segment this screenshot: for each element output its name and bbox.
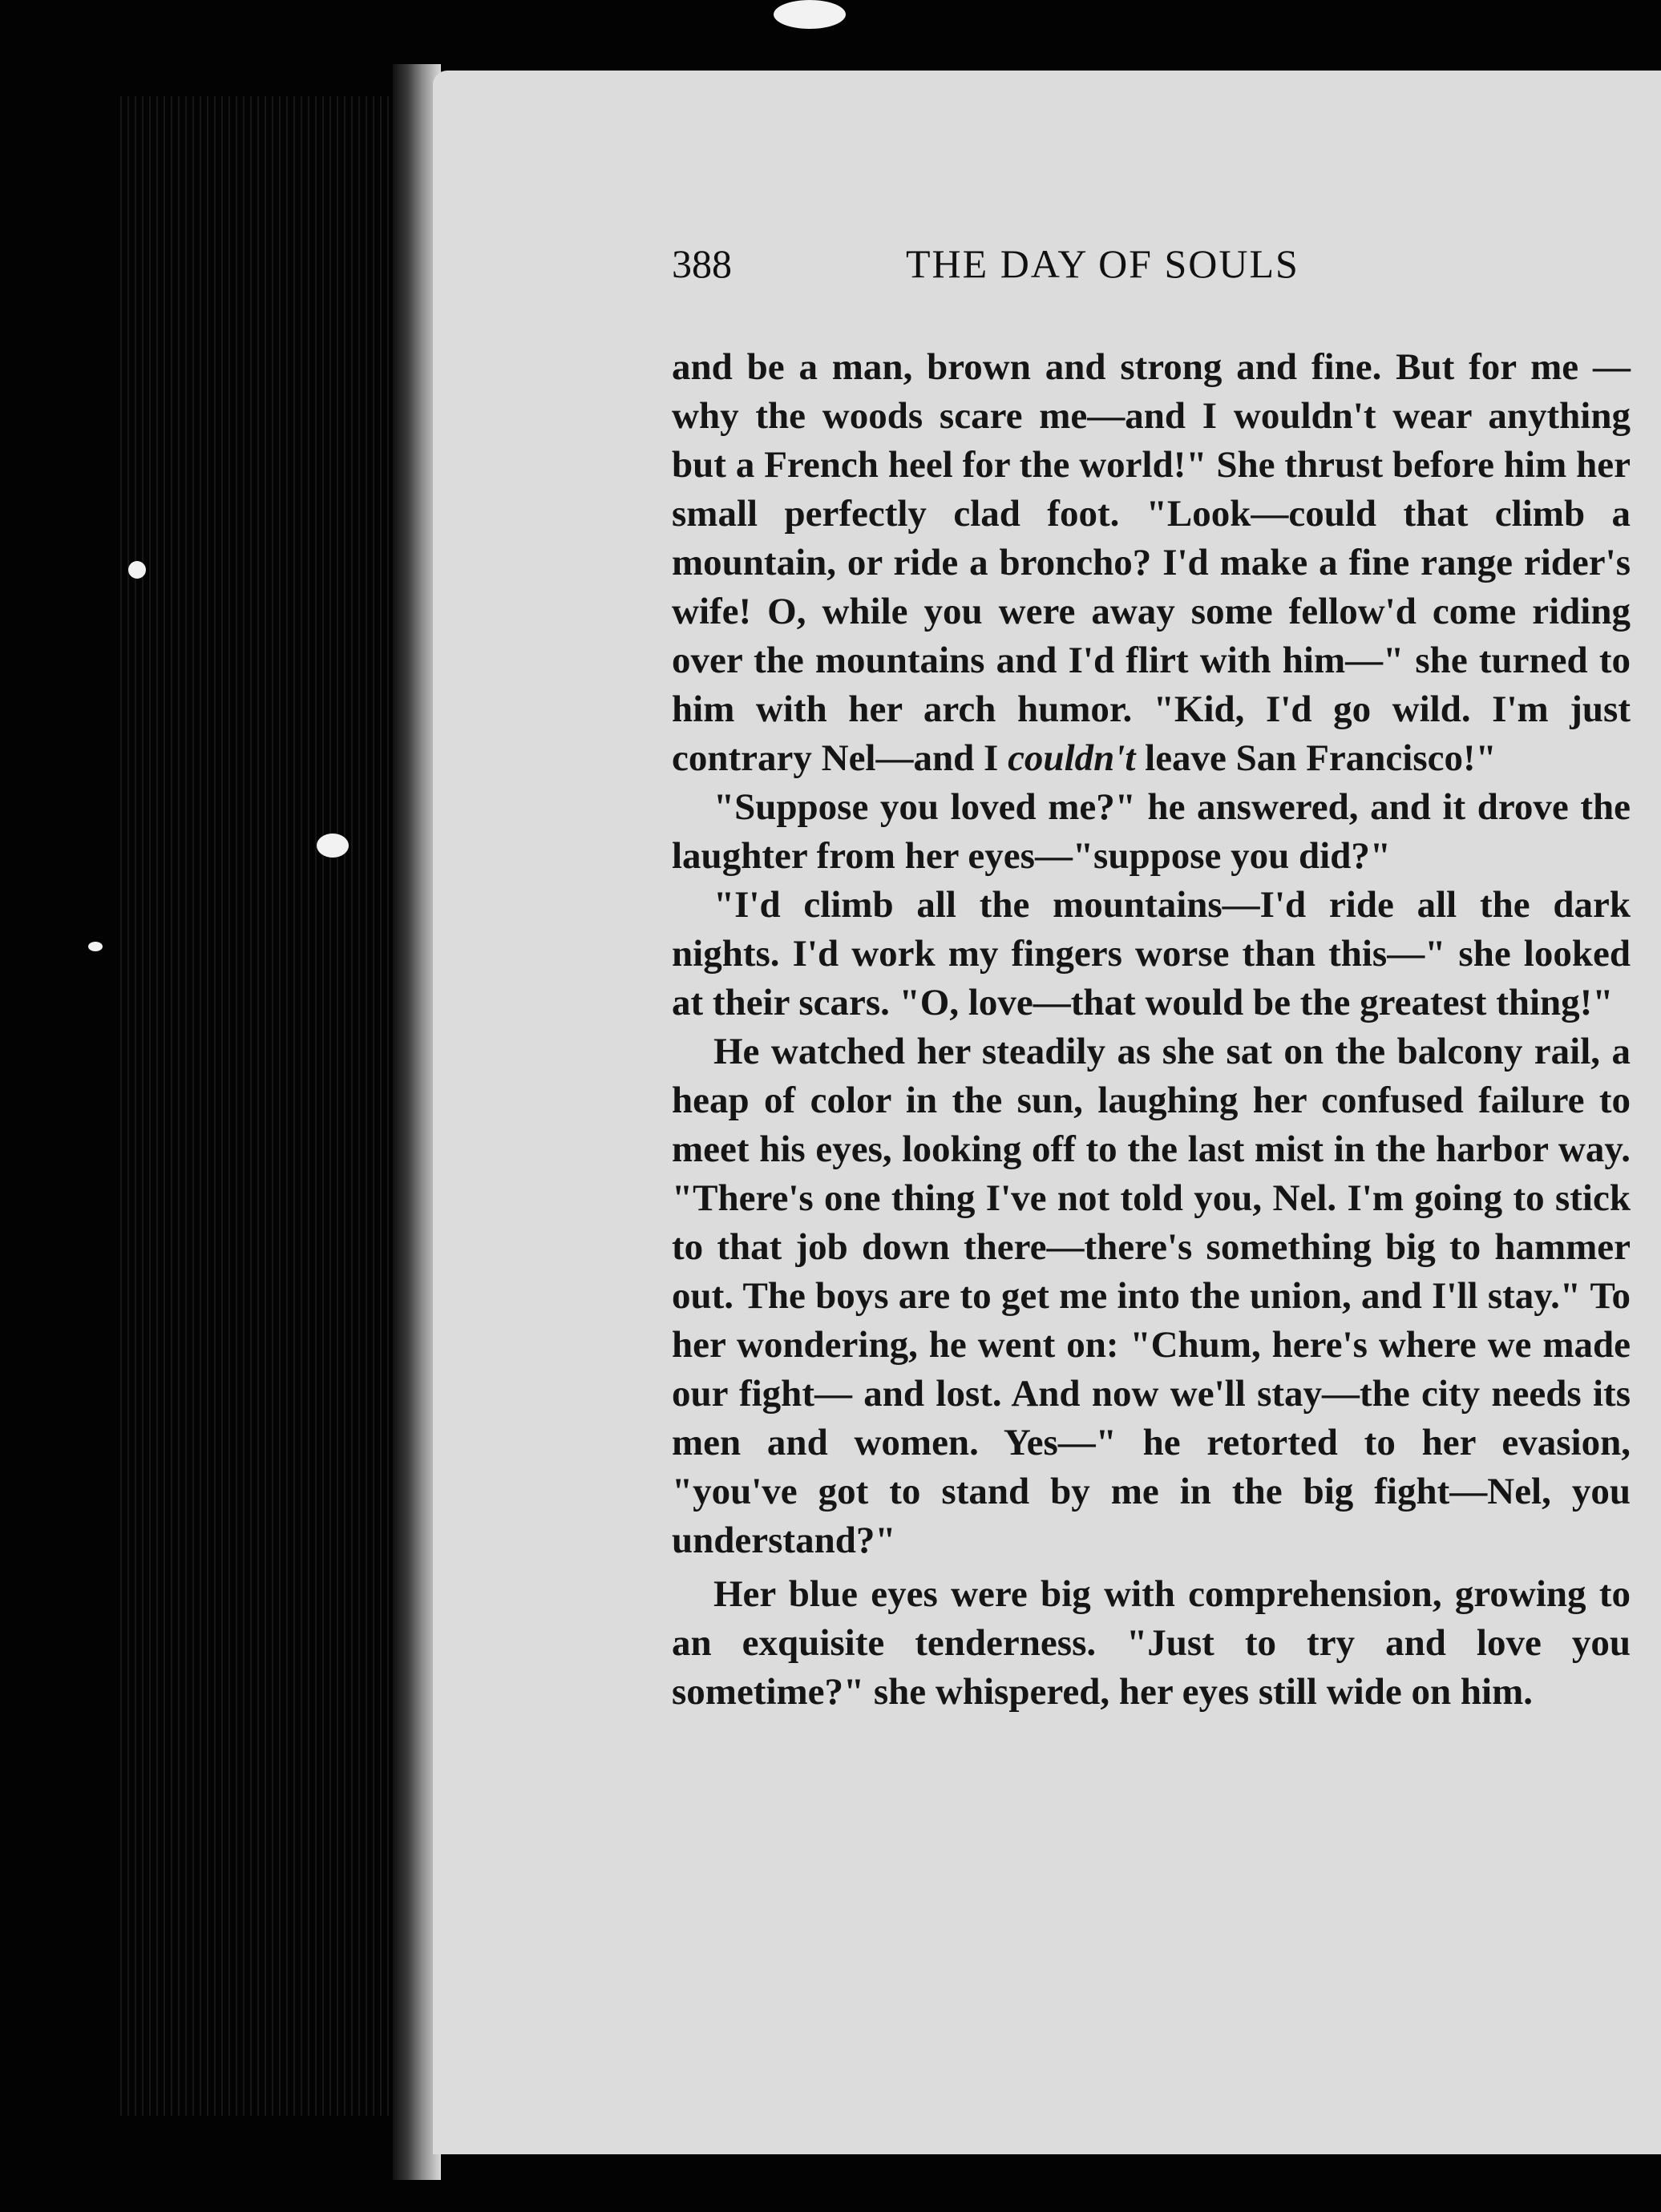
paragraph-text: leave San Francisco!" bbox=[1135, 737, 1497, 779]
running-head bbox=[0, 240, 1661, 289]
paragraph: "Suppose you loved me?" he answered, and it drove the laughter from her eyes—"suppose you did?" bbox=[672, 786, 1631, 877]
paragraph-text: and be a man, brown and strong and fine. But for me —why the woods scare me—and I wouldn't wear anything but a French heel for the world!" She thrust before him her small perfectly clad foot. "Look—could that climb a mountain, or ride a broncho? I'd make a fine range rider's wife! O, while you were away some fellow'd come riding over the mountains and I'd flirt with him—" she turned to him with her arch humor. "Kid, I'd go wild. I'm just contrary Nel—and I bbox=[672, 346, 1631, 779]
italic-word: couldn't bbox=[1008, 737, 1136, 779]
dust-speck bbox=[317, 834, 349, 858]
dust-speck bbox=[88, 942, 103, 951]
paragraph bbox=[672, 343, 1631, 783]
running-title: THE DAY OF SOULS bbox=[906, 241, 1299, 286]
paragraph: He watched her steadily as she sat on the balcony rail, a heap of color in the sun, laughing her confused failure to meet his eyes, looking off to the last mist in the harbor way. "There's one thing I've not told you, Nel. I'm going to stick to that job down there—there's something big to hammer out. The boys are to get me into the union, and I'll stay." To her wondering, he went on: "Chum, here's where we made our fight— and lost. And now we'll stay—the city needs its men and women. Yes—" he retorted to her evasion, "you've got to stand by me in the big fight—Nel, you understand?" bbox=[672, 1031, 1631, 1561]
page-stack bbox=[120, 96, 409, 2116]
dust-speck bbox=[128, 561, 146, 579]
body-text bbox=[672, 343, 1631, 1717]
page-number: 388 bbox=[672, 241, 732, 286]
paragraph: "I'd climb all the mountains—I'd ride all the dark nights. I'd work my fingers worse than this—" she looked at their scars. "O, love—that would be the greatest thing!" bbox=[672, 884, 1631, 1023]
paragraph: Her blue eyes were big with comprehension, growing to an exquisite tenderness. "Just to try and love you sometime?" she whispered, her eyes still wide on him. bbox=[672, 1573, 1631, 1713]
dust-speck bbox=[774, 0, 846, 29]
